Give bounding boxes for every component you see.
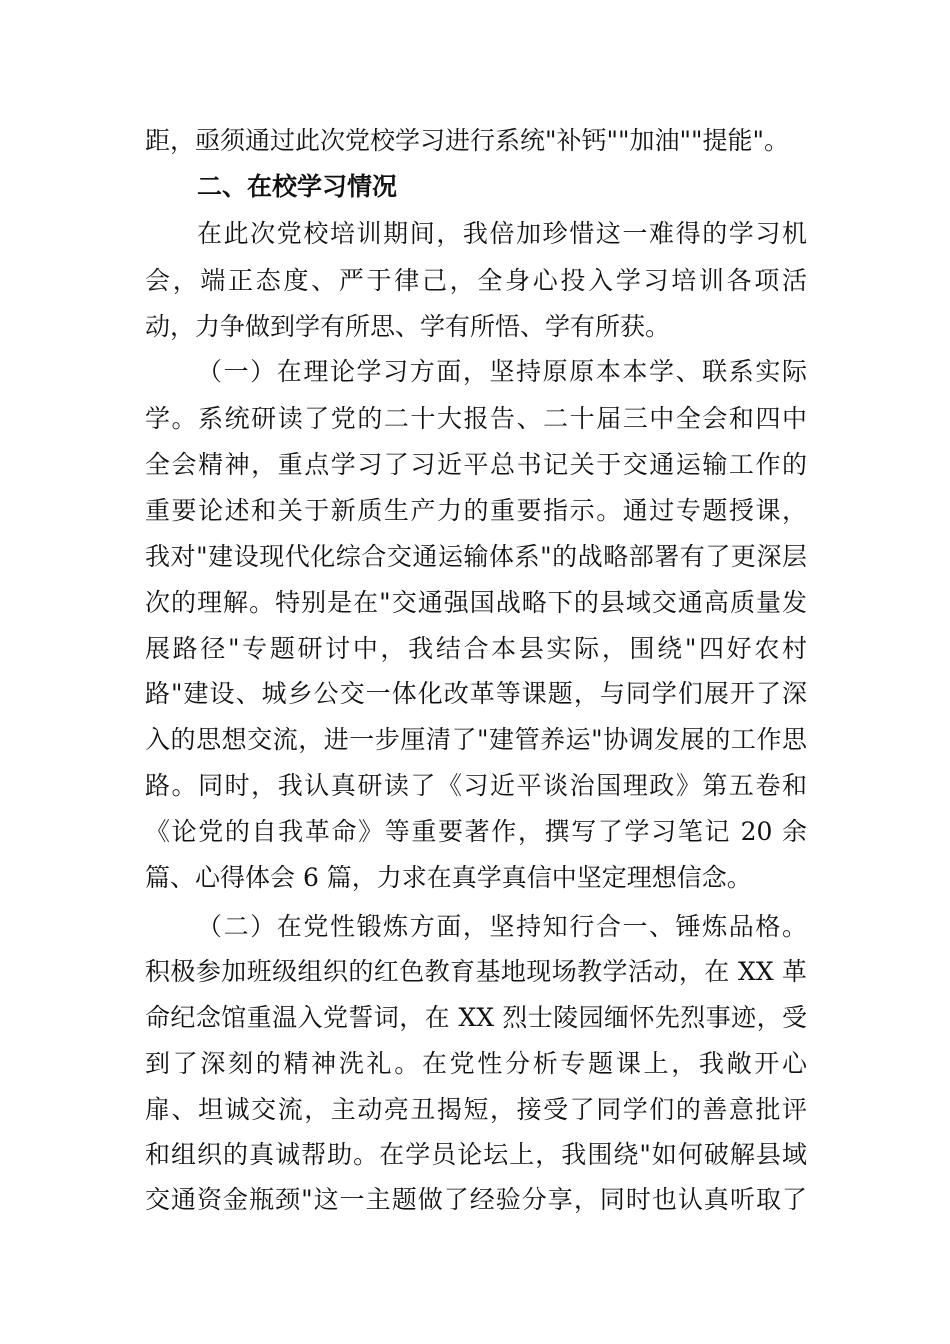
paragraph-line: 我对"建设现代化综合交通运输体系"的战略部署有了更深层 [145,542,807,571]
paragraph-line: 在此次党校培训期间，我倍加珍惜这一难得的学习机 [197,219,807,248]
paragraph-line: 动，力争做到学有所思、学有所悟、学有所获。 [145,312,671,341]
paragraph-line: 学。系统研读了党的二十大报告、二十届三中全会和四中 [145,404,807,433]
paragraph-line: 全会精神，重点学习了习近平总书记关于交通运输工作的 [145,450,807,479]
paragraph-line: 路。同时，我认真研读了《习近平谈治国理政》第五卷和 [145,771,807,800]
paragraph-line: 入的思想交流，进一步厘清了"建管养运"协调发展的工作思 [145,725,807,754]
paragraph-line: （一）在理论学习方面，坚持原原本本学、联系实际 [197,357,807,386]
paragraph-line: 距，亟须通过此次党校学习进行系统"补钙""加油""提能"。 [145,126,789,155]
paragraph-line: 《论党的自我革命》等重要著作，撰写了学习笔记 20 余 [145,817,807,846]
paragraph-line: （二）在党性锻炼方面，坚持知行合一、锤炼品格。 [197,912,807,941]
paragraph-line: 篇、心得体会 6 篇，力求在真学真信中坚定理想信念。 [145,863,752,892]
section-heading: 二、在校学习情况 [197,172,398,201]
paragraph-line: 重要论述和关于新质生产力的重要指示。通过专题授课， [145,496,807,525]
paragraph-line: 积极参加班级组织的红色教育基地现场教学活动，在 XX 革 [145,957,807,986]
paragraph-line: 会，端正态度、严于律己，全身心投入学习培训各项活 [145,266,807,295]
paragraph-line: 展路径"专题研讨中，我结合本县实际，围绕"四好农村 [145,634,807,663]
paragraph-line: 次的理解。特别是在"交通强国战略下的县域交通高质量发 [145,588,807,617]
paragraph-line: 路"建设、城乡公交一体化改革等课题，与同学们展开了深 [145,679,807,708]
paragraph-line: 命纪念馆重温入党誓词，在 XX 烈士陵园缅怀先烈事迹，受 [145,1003,807,1032]
paragraph-line: 到了深刻的精神洗礼。在党性分析专题课上，我敞开心 [145,1049,807,1078]
paragraph-line: 扉、坦诚交流，主动亮丑揭短，接受了同学们的善意批评 [145,1095,807,1124]
paragraph-line: 和组织的真诚帮助。在学员论坛上，我围绕"如何破解县域 [145,1140,807,1169]
paragraph-line: 交通资金瓶颈"这一主题做了经验分享，同时也认真听取了 [145,1185,807,1214]
